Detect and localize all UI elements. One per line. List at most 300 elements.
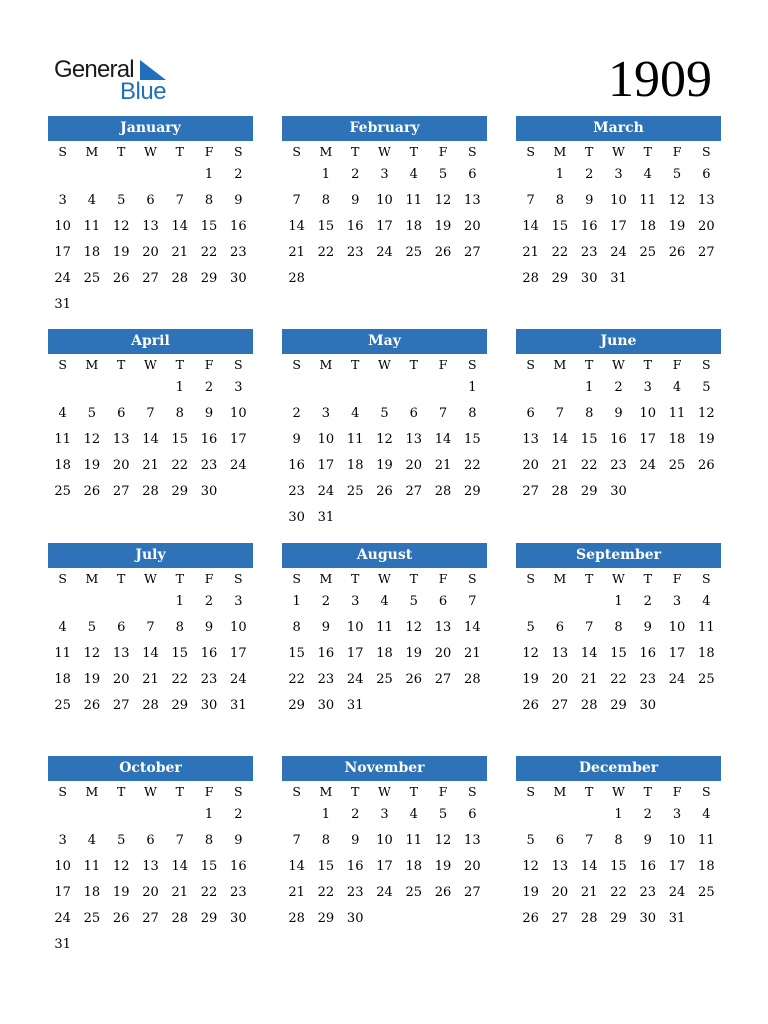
day-cell: 16 xyxy=(346,859,364,874)
day-cell: 30 xyxy=(230,911,247,926)
weekday-label: W xyxy=(378,144,391,159)
day-cell xyxy=(458,693,487,719)
week-row xyxy=(282,802,487,828)
month-block xyxy=(48,543,253,719)
weekday-label: F xyxy=(672,357,682,372)
weekday-label: S xyxy=(468,144,477,159)
day-cell: 30 xyxy=(200,698,218,713)
day-cell: 13 xyxy=(522,432,539,447)
weekday-label: W xyxy=(612,571,625,586)
week-row xyxy=(516,162,721,188)
day-cell: 12 xyxy=(434,193,452,208)
day-cell: 7 xyxy=(146,406,155,421)
day-cell: 1 xyxy=(321,807,331,822)
week-row xyxy=(516,188,721,214)
day-cell: 10 xyxy=(346,620,364,635)
day-cell: 30 xyxy=(639,911,657,926)
day-cell: 27 xyxy=(434,672,452,687)
day-cell xyxy=(107,932,136,958)
day-cell: 21 xyxy=(580,672,598,687)
day-cell: 20 xyxy=(112,458,130,473)
day-cell xyxy=(77,589,106,615)
day-cell: 9 xyxy=(351,833,360,848)
day-cell: 15 xyxy=(551,219,569,234)
day-cell: 27 xyxy=(551,911,569,926)
day-cell: 20 xyxy=(142,885,159,900)
weekday-label: W xyxy=(378,571,391,586)
day-cell: 18 xyxy=(405,219,423,234)
day-cell: 31 xyxy=(668,911,686,926)
day-cell xyxy=(633,479,662,505)
day-cell: 24 xyxy=(376,885,393,900)
day-cell: 3 xyxy=(351,594,360,609)
weekday-label: W xyxy=(612,144,625,159)
brand-logo xyxy=(54,56,174,106)
day-cell: 8 xyxy=(614,620,623,635)
week-row xyxy=(282,615,487,641)
day-cell: 12 xyxy=(405,620,423,635)
weekday-label: T xyxy=(175,784,184,799)
day-cell: 2 xyxy=(643,807,652,822)
day-cell: 8 xyxy=(204,193,214,208)
week-row xyxy=(282,401,487,427)
day-cell xyxy=(516,162,545,188)
week-row xyxy=(516,641,721,667)
weekday-label: W xyxy=(144,144,157,159)
month-name: February xyxy=(282,116,487,141)
day-cell: 3 xyxy=(234,594,243,609)
day-cell: 6 xyxy=(438,594,448,609)
day-cell: 16 xyxy=(200,646,218,661)
day-cell: 21 xyxy=(171,885,189,900)
logo-blue-text: Blue xyxy=(120,78,167,105)
day-cell: 19 xyxy=(698,432,715,447)
day-cell: 21 xyxy=(551,458,569,473)
day-cell xyxy=(399,375,428,401)
weekday-label: M xyxy=(85,144,99,159)
week-row xyxy=(282,479,487,505)
month-block xyxy=(48,756,253,958)
weekday-label: T xyxy=(409,784,418,799)
day-cell: 5 xyxy=(438,167,448,182)
day-cell: 16 xyxy=(639,859,657,874)
day-cell: 3 xyxy=(58,833,67,848)
day-cell xyxy=(399,906,428,932)
day-cell: 13 xyxy=(142,859,159,874)
week-row xyxy=(282,667,487,693)
day-cell xyxy=(428,266,457,292)
weekday-label: T xyxy=(351,144,360,159)
day-cell: 25 xyxy=(698,672,715,687)
week-row xyxy=(516,401,721,427)
day-cell xyxy=(458,266,487,292)
weekday-label: F xyxy=(672,144,682,159)
day-cell: 27 xyxy=(464,885,481,900)
month-name: September xyxy=(516,543,721,568)
month-name: October xyxy=(48,756,253,781)
day-cell: 18 xyxy=(83,885,101,900)
weekday-label: T xyxy=(585,571,594,586)
day-cell: 3 xyxy=(234,380,243,395)
weekday-label: S xyxy=(702,357,711,372)
weekday-label: S xyxy=(292,357,301,372)
day-cell: 22 xyxy=(200,885,218,900)
day-cell: 20 xyxy=(551,672,569,687)
day-cell: 15 xyxy=(317,859,335,874)
day-cell: 25 xyxy=(54,698,71,713)
day-cell: 12 xyxy=(112,859,130,874)
day-cell: 29 xyxy=(580,484,598,499)
day-cell: 29 xyxy=(200,271,218,286)
day-cell: 20 xyxy=(434,646,452,661)
day-cell: 4 xyxy=(672,380,682,395)
day-cell: 9 xyxy=(321,620,331,635)
day-cell: 14 xyxy=(434,432,452,447)
day-cell: 10 xyxy=(230,406,247,421)
day-cell: 30 xyxy=(610,484,627,499)
day-cell: 23 xyxy=(346,885,364,900)
day-cell: 31 xyxy=(346,698,364,713)
day-cell: 18 xyxy=(54,458,71,473)
weekday-label: F xyxy=(204,571,214,586)
weekday-label: W xyxy=(144,357,157,372)
day-cell xyxy=(77,162,106,188)
day-cell: 10 xyxy=(230,620,247,635)
day-cell: 22 xyxy=(580,458,598,473)
weekday-label: F xyxy=(438,357,448,372)
weekday-label: S xyxy=(702,571,711,586)
weekday-label: S xyxy=(702,784,711,799)
day-cell: 26 xyxy=(405,672,423,687)
day-cell: 14 xyxy=(171,859,189,874)
day-cell: 17 xyxy=(230,646,247,661)
day-cell: 29 xyxy=(610,698,627,713)
day-cell: 21 xyxy=(522,245,539,260)
day-cell: 1 xyxy=(585,380,594,395)
day-cell: 27 xyxy=(112,484,130,499)
day-cell: 30 xyxy=(580,271,598,286)
week-row xyxy=(48,589,253,615)
month-name: May xyxy=(282,329,487,354)
day-cell: 12 xyxy=(83,646,101,661)
month-name: December xyxy=(516,756,721,781)
week-row xyxy=(516,906,721,932)
day-cell: 8 xyxy=(614,833,623,848)
day-cell: 18 xyxy=(668,432,686,447)
weekday-header-row xyxy=(282,354,487,375)
day-cell: 5 xyxy=(672,167,682,182)
day-cell: 19 xyxy=(522,672,539,687)
weekday-label: S xyxy=(526,357,535,372)
day-cell: 30 xyxy=(317,698,335,713)
day-cell: 28 xyxy=(171,911,189,926)
day-cell: 24 xyxy=(376,245,393,260)
weekday-label: T xyxy=(117,144,126,159)
day-cell: 9 xyxy=(643,833,652,848)
day-cell: 24 xyxy=(668,672,686,687)
day-cell: 11 xyxy=(668,406,686,421)
weekday-label: S xyxy=(468,357,477,372)
day-cell: 4 xyxy=(87,833,97,848)
weekday-label: T xyxy=(643,357,652,372)
weekday-label: S xyxy=(468,784,477,799)
day-cell: 2 xyxy=(321,594,331,609)
month-block xyxy=(282,116,487,292)
month-block xyxy=(516,543,721,719)
day-cell: 20 xyxy=(142,245,159,260)
day-cell: 9 xyxy=(204,620,214,635)
day-cell: 3 xyxy=(672,807,682,822)
day-cell: 16 xyxy=(346,219,364,234)
day-cell xyxy=(136,589,165,615)
day-cell: 19 xyxy=(522,885,539,900)
month-block xyxy=(282,329,487,531)
day-cell xyxy=(633,266,662,292)
day-cell: 7 xyxy=(555,406,565,421)
day-cell: 26 xyxy=(112,911,130,926)
day-cell: 7 xyxy=(292,193,301,208)
day-cell: 4 xyxy=(409,807,418,822)
day-cell: 22 xyxy=(200,245,218,260)
day-cell: 16 xyxy=(610,432,627,447)
week-row xyxy=(48,906,253,932)
week-row xyxy=(516,802,721,828)
month-name: January xyxy=(48,116,253,141)
day-cell: 21 xyxy=(464,646,481,661)
day-cell: 21 xyxy=(434,458,452,473)
day-cell: 30 xyxy=(230,271,247,286)
day-cell: 12 xyxy=(376,432,393,447)
day-cell: 28 xyxy=(142,698,159,713)
day-cell: 6 xyxy=(117,406,126,421)
day-cell xyxy=(516,802,545,828)
day-cell xyxy=(370,906,399,932)
day-cell: 3 xyxy=(380,167,389,182)
day-cell: 2 xyxy=(204,594,214,609)
day-cell: 2 xyxy=(585,167,594,182)
day-cell: 17 xyxy=(54,885,71,900)
day-cell: 23 xyxy=(346,245,364,260)
weekday-label: T xyxy=(643,784,652,799)
weekday-label: T xyxy=(585,357,594,372)
week-row xyxy=(516,479,721,505)
day-cell: 24 xyxy=(230,458,247,473)
day-cell: 28 xyxy=(142,484,159,499)
day-cell: 7 xyxy=(585,620,594,635)
day-cell: 21 xyxy=(288,245,305,260)
day-cell: 26 xyxy=(434,885,452,900)
day-cell: 20 xyxy=(522,458,539,473)
day-cell: 5 xyxy=(438,807,448,822)
day-cell: 25 xyxy=(639,245,657,260)
day-cell: 7 xyxy=(175,193,184,208)
day-cell: 13 xyxy=(698,193,715,208)
day-cell: 26 xyxy=(83,698,101,713)
day-cell: 6 xyxy=(468,167,477,182)
day-cell: 15 xyxy=(317,219,335,234)
month-name: March xyxy=(516,116,721,141)
day-cell: 1 xyxy=(175,380,184,395)
day-cell: 5 xyxy=(87,620,97,635)
day-cell: 18 xyxy=(698,859,715,874)
day-cell xyxy=(575,589,604,615)
day-cell: 21 xyxy=(580,885,598,900)
day-cell xyxy=(370,375,399,401)
day-cell: 27 xyxy=(551,698,569,713)
week-row xyxy=(282,906,487,932)
day-cell xyxy=(136,162,165,188)
week-row xyxy=(516,667,721,693)
week-row xyxy=(48,188,253,214)
day-cell: 24 xyxy=(54,271,71,286)
day-cell: 14 xyxy=(288,219,305,234)
day-cell xyxy=(165,802,194,828)
week-row xyxy=(282,641,487,667)
day-cell: 29 xyxy=(464,484,481,499)
day-cell: 5 xyxy=(380,406,389,421)
month-block xyxy=(516,756,721,932)
day-cell: 17 xyxy=(230,432,247,447)
day-cell: 14 xyxy=(142,646,159,661)
week-row xyxy=(48,214,253,240)
day-cell: 6 xyxy=(117,620,126,635)
day-cell: 22 xyxy=(464,458,481,473)
week-row xyxy=(48,375,253,401)
day-cell: 1 xyxy=(555,167,565,182)
day-cell: 10 xyxy=(639,406,657,421)
month-block xyxy=(48,116,253,318)
day-cell: 21 xyxy=(142,458,159,473)
day-cell: 30 xyxy=(288,510,305,525)
weekday-label: S xyxy=(58,357,67,372)
day-cell: 18 xyxy=(405,859,423,874)
day-cell: 8 xyxy=(175,620,184,635)
week-row xyxy=(516,615,721,641)
weekday-label: W xyxy=(144,784,157,799)
day-cell xyxy=(662,266,691,292)
day-cell: 6 xyxy=(468,807,477,822)
day-cell: 16 xyxy=(230,219,247,234)
week-row xyxy=(282,188,487,214)
day-cell: 16 xyxy=(639,646,657,661)
week-row xyxy=(282,162,487,188)
day-cell: 2 xyxy=(292,406,301,421)
day-cell: 16 xyxy=(230,859,247,874)
day-cell xyxy=(107,589,136,615)
day-cell: 5 xyxy=(526,620,535,635)
weekday-header-row xyxy=(48,568,253,589)
day-cell: 12 xyxy=(112,219,130,234)
day-cell: 3 xyxy=(58,193,67,208)
day-cell xyxy=(136,802,165,828)
day-cell: 15 xyxy=(200,219,218,234)
day-cell: 22 xyxy=(171,458,189,473)
week-row xyxy=(282,693,487,719)
week-row xyxy=(282,854,487,880)
day-cell: 7 xyxy=(292,833,301,848)
day-cell: 16 xyxy=(200,432,218,447)
weekday-label: W xyxy=(378,357,391,372)
week-row xyxy=(516,375,721,401)
weekday-label: M xyxy=(85,357,99,372)
weekday-label: S xyxy=(468,571,477,586)
day-cell: 8 xyxy=(175,406,184,421)
day-cell xyxy=(48,162,77,188)
week-row xyxy=(48,240,253,266)
day-cell: 13 xyxy=(434,620,452,635)
day-cell: 20 xyxy=(551,885,569,900)
day-cell xyxy=(341,505,370,531)
day-cell: 22 xyxy=(317,885,335,900)
day-cell: 10 xyxy=(54,859,71,874)
day-cell: 4 xyxy=(643,167,652,182)
month-block xyxy=(282,756,487,932)
day-cell: 10 xyxy=(668,620,686,635)
day-cell xyxy=(136,375,165,401)
day-cell: 15 xyxy=(200,859,218,874)
day-cell: 3 xyxy=(614,167,623,182)
day-cell: 15 xyxy=(171,646,189,661)
weekday-label: T xyxy=(409,144,418,159)
weekday-label: T xyxy=(175,144,184,159)
day-cell: 14 xyxy=(142,432,159,447)
day-cell: 26 xyxy=(83,484,101,499)
day-cell: 4 xyxy=(702,594,711,609)
day-cell: 20 xyxy=(698,219,715,234)
day-cell: 23 xyxy=(639,672,657,687)
day-cell xyxy=(370,693,399,719)
day-cell: 4 xyxy=(87,193,97,208)
day-cell: 5 xyxy=(409,594,418,609)
day-cell: 11 xyxy=(83,859,101,874)
day-cell: 6 xyxy=(409,406,418,421)
weekday-label: S xyxy=(58,144,67,159)
day-cell: 12 xyxy=(522,859,539,874)
weekday-label: F xyxy=(204,144,214,159)
day-cell: 25 xyxy=(54,484,71,499)
day-cell: 19 xyxy=(83,672,101,687)
week-row xyxy=(48,266,253,292)
day-cell: 6 xyxy=(555,833,565,848)
day-cell xyxy=(692,266,721,292)
day-cell xyxy=(370,505,399,531)
day-cell: 8 xyxy=(555,193,565,208)
day-cell: 17 xyxy=(668,646,686,661)
day-cell xyxy=(107,802,136,828)
day-cell: 15 xyxy=(464,432,481,447)
day-cell: 22 xyxy=(610,885,627,900)
day-cell: 17 xyxy=(639,432,657,447)
day-cell: 31 xyxy=(317,510,335,525)
weekday-label: S xyxy=(292,784,301,799)
month-name: June xyxy=(516,329,721,354)
day-cell: 31 xyxy=(54,297,71,312)
day-cell: 27 xyxy=(405,484,423,499)
weekday-label: S xyxy=(292,144,301,159)
day-cell: 19 xyxy=(434,859,452,874)
day-cell: 25 xyxy=(405,885,423,900)
day-cell: 18 xyxy=(698,646,715,661)
day-cell: 23 xyxy=(230,885,247,900)
day-cell: 30 xyxy=(346,911,364,926)
day-cell: 24 xyxy=(317,484,335,499)
day-cell: 2 xyxy=(204,380,214,395)
day-cell xyxy=(399,266,428,292)
day-cell xyxy=(545,589,574,615)
day-cell: 28 xyxy=(434,484,452,499)
day-cell: 11 xyxy=(698,833,715,848)
weekday-header-row xyxy=(516,354,721,375)
